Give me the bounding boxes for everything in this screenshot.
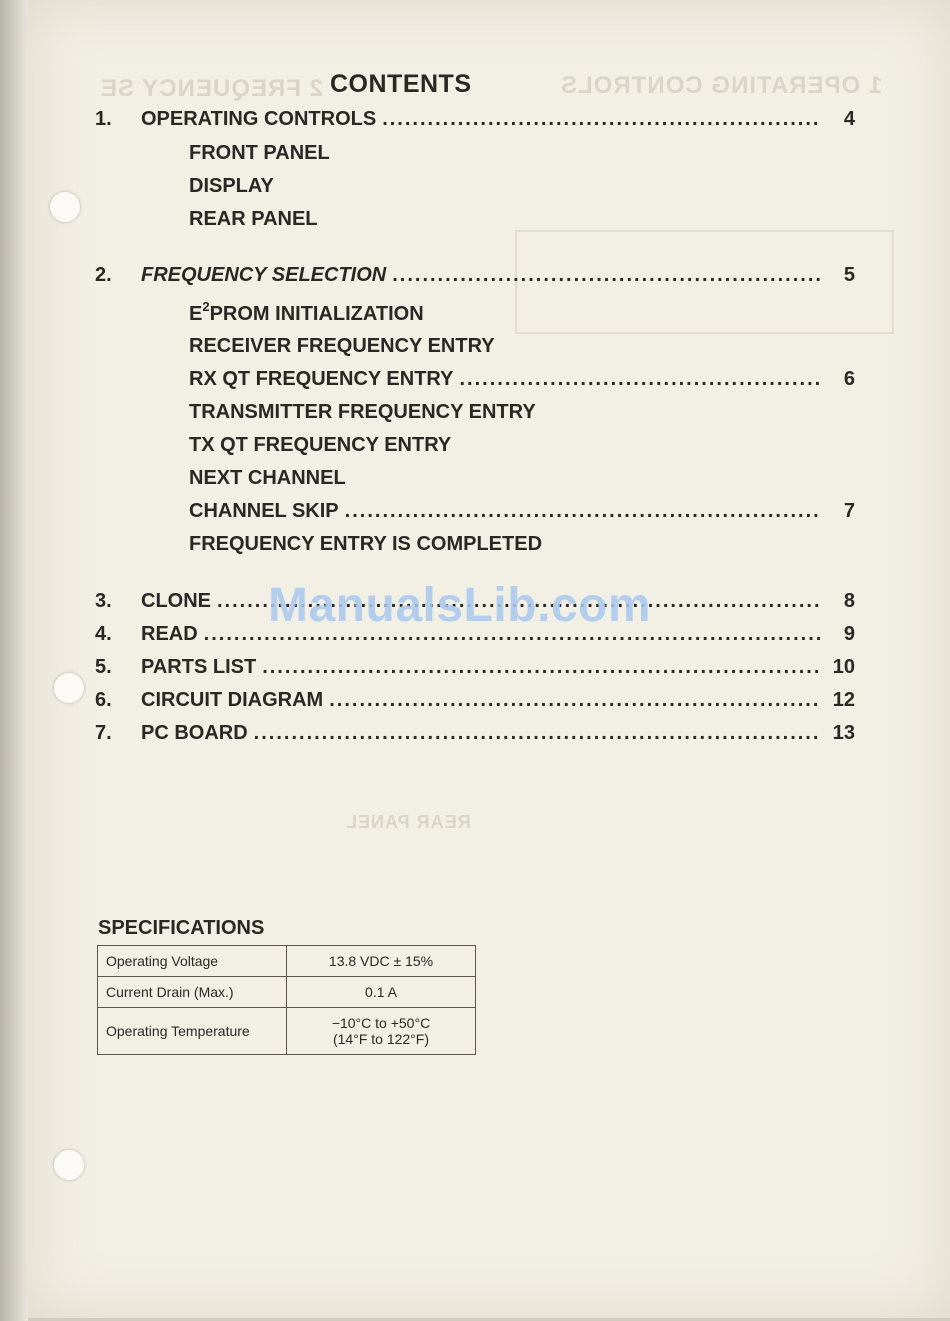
- toc-subentry: REAR PANEL: [189, 208, 318, 230]
- toc-entry-7: [95, 722, 855, 750]
- bleed-through-text: 2 FREQUENCY SE: [100, 75, 323, 102]
- toc-title: PARTS LIST: [141, 656, 257, 678]
- toc-leader-dots: [254, 722, 821, 745]
- toc-subentry-with-page: [189, 500, 855, 528]
- toc-page-number: 10: [832, 656, 855, 678]
- toc-page-number: 7: [843, 500, 855, 522]
- toc-entry-1: [95, 108, 855, 136]
- toc-page-number: 5: [843, 264, 855, 286]
- toc-leader-dots: [459, 368, 821, 391]
- bleed-through-text: REAR PANEL: [345, 812, 471, 832]
- scanner-edge: [0, 0, 28, 1321]
- toc-number: 4.: [95, 623, 112, 645]
- toc-subentry-eeprom: [189, 299, 424, 326]
- specifications-heading: SPECIFICATIONS: [98, 917, 265, 939]
- binder-hole-middle: [54, 673, 84, 703]
- toc-subentry: TRANSMITTER FREQUENCY ENTRY: [189, 401, 536, 423]
- toc-number: 5.: [95, 656, 112, 678]
- toc-title: CLONE: [141, 590, 211, 612]
- toc-subentry: FRONT PANEL: [189, 142, 330, 164]
- toc-leader-dots: [382, 108, 821, 131]
- spec-label: Current Drain (Max.): [98, 977, 287, 1008]
- toc-subentry: CHANNEL SKIP: [189, 500, 339, 522]
- table-row: [98, 977, 476, 1008]
- toc-number: 2.: [95, 264, 112, 286]
- toc-page-number: 9: [843, 623, 855, 645]
- toc-entry-2: [95, 264, 855, 292]
- toc-title: FREQUENCY SELECTION: [141, 264, 387, 286]
- toc-page-number: 4: [843, 108, 855, 130]
- page-title: CONTENTS: [330, 70, 472, 98]
- eeprom-superscript: 2: [202, 299, 210, 314]
- toc-number: 7.: [95, 722, 112, 744]
- toc-entry-6: [95, 689, 855, 717]
- table-row: [98, 946, 476, 977]
- toc-leader-dots: [345, 500, 821, 523]
- spec-value: 13.8 VDC ± 15%: [287, 946, 476, 977]
- toc-subentry: TX QT FREQUENCY ENTRY: [189, 434, 452, 456]
- toc-page-number: 13: [832, 722, 855, 744]
- toc-page-number: 12: [832, 689, 855, 711]
- toc-page-number: 8: [843, 590, 855, 612]
- toc-number: 3.: [95, 590, 112, 612]
- toc-subentry: RX QT FREQUENCY ENTRY: [189, 368, 454, 390]
- toc-number: 1.: [95, 108, 112, 130]
- table-row: [98, 1008, 476, 1055]
- toc-title: CIRCUIT DIAGRAM: [141, 689, 324, 711]
- toc-entry-5: [95, 656, 855, 684]
- watermark: ManualsLib.com: [268, 579, 652, 632]
- toc-subentry: NEXT CHANNEL: [189, 467, 346, 489]
- spec-label: Operating Temperature: [98, 1008, 287, 1055]
- spec-value-cell: [287, 1008, 476, 1055]
- toc-subentry: FREQUENCY ENTRY IS COMPLETED: [189, 533, 543, 555]
- spec-label: Operating Voltage: [98, 946, 287, 977]
- toc-leader-dots: [329, 689, 821, 712]
- spec-value: −10°C to +50°C: [331, 1015, 431, 1031]
- toc-number: 6.: [95, 689, 112, 711]
- toc-title: READ: [141, 623, 198, 645]
- binder-hole-bottom: [54, 1150, 84, 1180]
- toc-leader-dots: [392, 264, 821, 287]
- toc-title: PC BOARD: [141, 722, 248, 744]
- spec-value-secondary: (14°F to 122°F): [332, 1031, 429, 1047]
- toc-subentry-with-page: [189, 368, 855, 396]
- toc-subentry: RECEIVER FREQUENCY ENTRY: [189, 335, 495, 357]
- toc-title: OPERATING CONTROLS: [141, 108, 377, 130]
- specifications-table: [97, 945, 476, 1055]
- binder-hole-top: [50, 192, 80, 222]
- toc-page-number: 6: [843, 368, 855, 390]
- eeprom-e: E: [189, 303, 203, 325]
- toc-subentry: DISPLAY: [189, 175, 274, 197]
- spec-value: 0.1 A: [287, 977, 476, 1008]
- bleed-through-text: 1 OPERATING CONTROLS: [560, 72, 883, 99]
- eeprom-rest: PROM INITIALIZATION: [209, 303, 424, 325]
- toc-leader-dots: [262, 656, 821, 679]
